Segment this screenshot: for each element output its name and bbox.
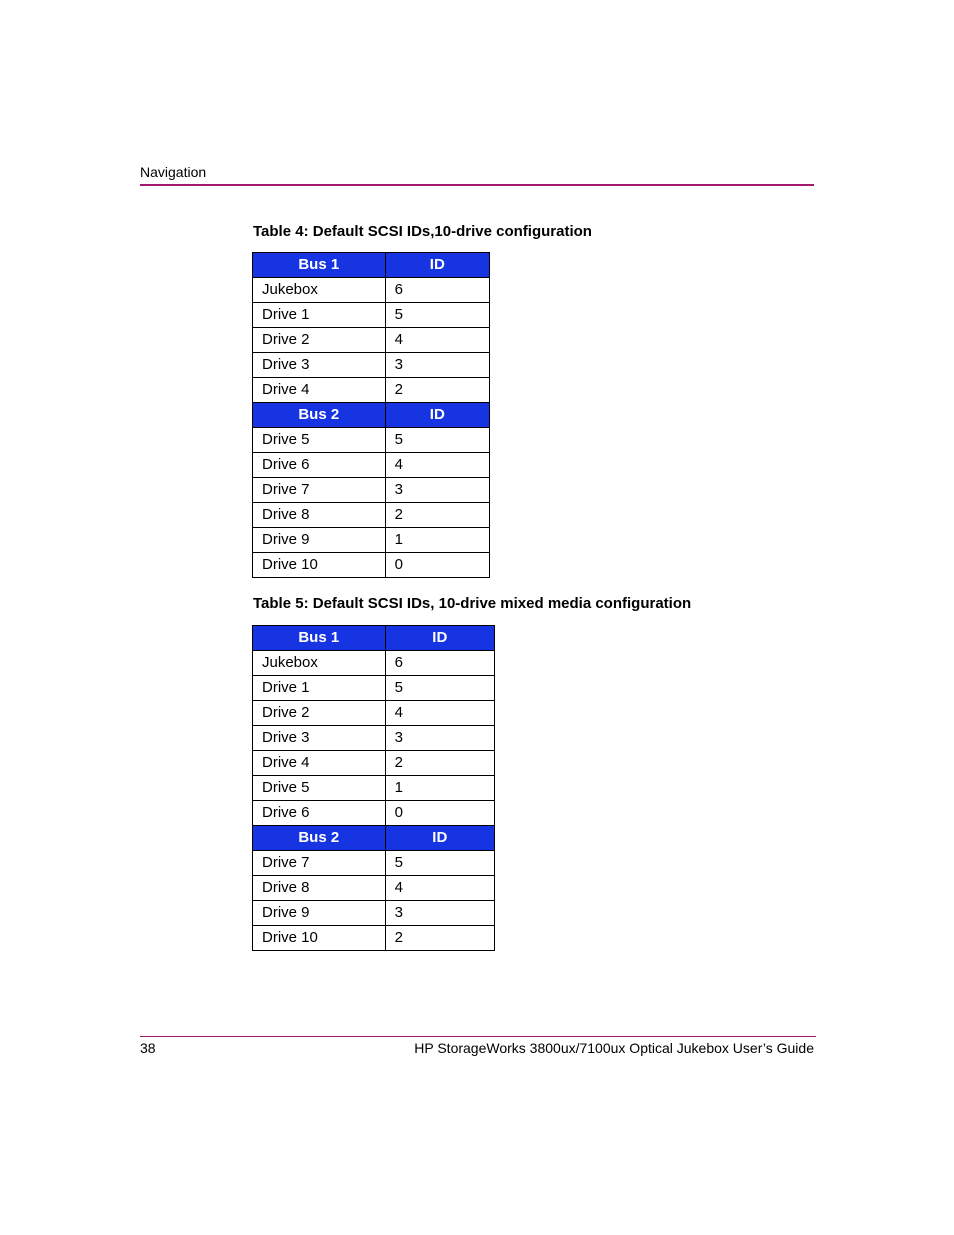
scsi-id-cell: 1	[385, 776, 494, 801]
device-cell: Drive 10	[253, 553, 386, 578]
scsi-id-cell: 2	[385, 503, 489, 528]
id-header: ID	[385, 826, 494, 851]
scsi-id-cell: 3	[385, 478, 489, 503]
device-cell: Drive 1	[253, 303, 386, 328]
device-cell: Drive 3	[253, 353, 386, 378]
scsi-id-cell: 6	[385, 651, 494, 676]
id-header: ID	[385, 253, 489, 278]
scsi-id-cell: 0	[385, 553, 489, 578]
device-cell: Drive 5	[253, 428, 386, 453]
device-cell: Drive 1	[253, 676, 386, 701]
table-row	[253, 378, 490, 403]
table5	[252, 625, 495, 951]
device-cell: Jukebox	[253, 651, 386, 676]
table-row	[253, 776, 495, 801]
device-cell: Drive 2	[253, 701, 386, 726]
table-row	[253, 876, 495, 901]
scsi-id-cell: 2	[385, 378, 489, 403]
device-cell: Drive 5	[253, 776, 386, 801]
device-cell: Drive 9	[253, 901, 386, 926]
table-row	[253, 901, 495, 926]
table-header-row	[253, 626, 495, 651]
footer-rule	[140, 1036, 816, 1037]
table-row	[253, 801, 495, 826]
device-cell: Drive 8	[253, 503, 386, 528]
scsi-id-cell: 5	[385, 303, 489, 328]
bus-header: Bus 2	[253, 826, 386, 851]
scsi-id-cell: 5	[385, 428, 489, 453]
device-cell: Drive 6	[253, 801, 386, 826]
table-row	[253, 553, 490, 578]
table-row	[253, 701, 495, 726]
table-row	[253, 428, 490, 453]
table4-caption: Table 4: Default SCSI IDs,10-drive configuration	[253, 223, 592, 240]
table-row	[253, 353, 490, 378]
device-cell: Drive 4	[253, 751, 386, 776]
scsi-id-cell: 3	[385, 726, 494, 751]
scsi-id-cell: 3	[385, 353, 489, 378]
table-row	[253, 851, 495, 876]
running-header: Navigation	[140, 164, 207, 180]
table-row	[253, 503, 490, 528]
scsi-id-cell: 4	[385, 328, 489, 353]
table-row	[253, 478, 490, 503]
device-cell: Drive 3	[253, 726, 386, 751]
table-row	[253, 278, 490, 303]
table5-body	[253, 626, 495, 951]
scsi-id-cell: 4	[385, 701, 494, 726]
header-rule	[140, 184, 814, 186]
scsi-id-cell: 5	[385, 676, 494, 701]
device-cell: Drive 8	[253, 876, 386, 901]
bus-header: Bus 2	[253, 403, 386, 428]
footer-title: HP StorageWorks 3800ux/7100ux Optical Jukebox User’s Guide	[414, 1040, 814, 1056]
bus-header: Bus 1	[253, 626, 386, 651]
table4	[252, 252, 490, 578]
table-header-row	[253, 403, 490, 428]
scsi-id-cell: 6	[385, 278, 489, 303]
table-header-row	[253, 253, 490, 278]
table-row	[253, 926, 495, 951]
device-cell: Drive 7	[253, 478, 386, 503]
table-row	[253, 751, 495, 776]
table-row	[253, 676, 495, 701]
table-header-row	[253, 826, 495, 851]
page-number: 38	[140, 1040, 156, 1056]
table-row	[253, 328, 490, 353]
device-cell: Jukebox	[253, 278, 386, 303]
scsi-id-cell: 4	[385, 876, 494, 901]
device-cell: Drive 4	[253, 378, 386, 403]
device-cell: Drive 6	[253, 453, 386, 478]
scsi-id-cell: 1	[385, 528, 489, 553]
id-header: ID	[385, 403, 489, 428]
table-row	[253, 528, 490, 553]
table5-caption: Table 5: Default SCSI IDs, 10-drive mixed media configuration	[253, 595, 692, 612]
scsi-id-cell: 4	[385, 453, 489, 478]
device-cell: Drive 9	[253, 528, 386, 553]
table-row	[253, 651, 495, 676]
table4-body	[253, 253, 490, 578]
scsi-id-cell: 3	[385, 901, 494, 926]
device-cell: Drive 10	[253, 926, 386, 951]
id-header: ID	[385, 626, 494, 651]
table-row	[253, 453, 490, 478]
bus-header: Bus 1	[253, 253, 386, 278]
device-cell: Drive 2	[253, 328, 386, 353]
table-row	[253, 726, 495, 751]
scsi-id-cell: 5	[385, 851, 494, 876]
scsi-id-cell: 2	[385, 751, 494, 776]
scsi-id-cell: 2	[385, 926, 494, 951]
table-row	[253, 303, 490, 328]
scsi-id-cell: 0	[385, 801, 494, 826]
device-cell: Drive 7	[253, 851, 386, 876]
